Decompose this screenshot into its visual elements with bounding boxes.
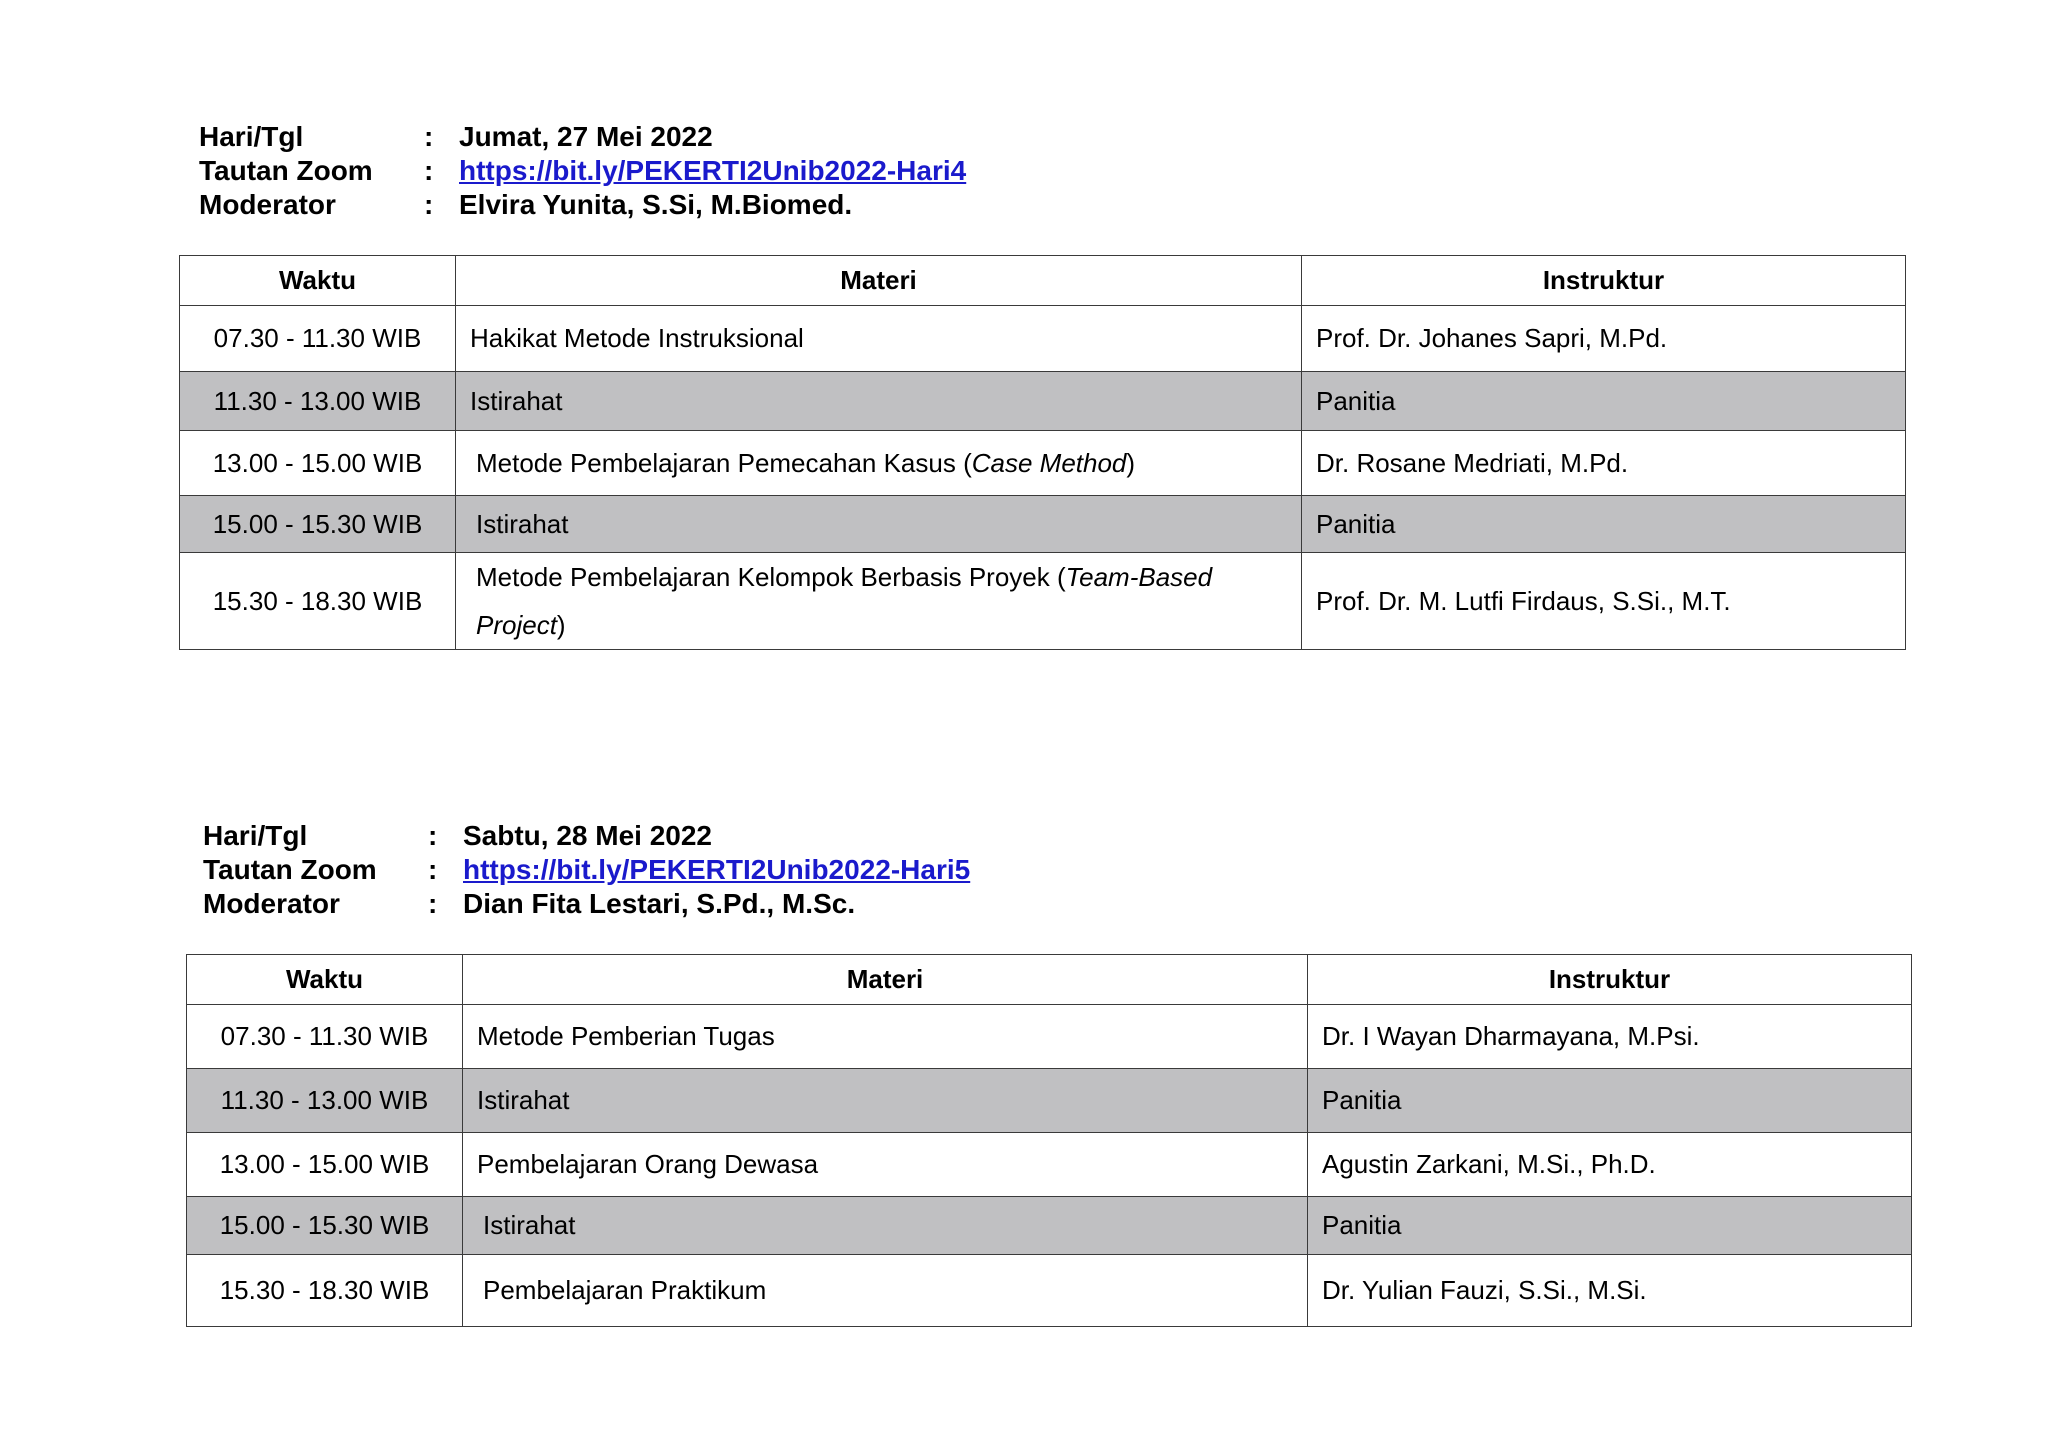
materi-tail: ): [556, 610, 566, 640]
time-cell: 11.30 - 13.00 WIB: [187, 1069, 463, 1133]
table-row: [187, 1069, 1912, 1133]
materi-italic: Team-Based Project: [476, 562, 1213, 640]
schedule-table: [186, 954, 1912, 1327]
instruktur-cell: Panitia: [1302, 496, 1906, 553]
day-row: [199, 120, 966, 154]
moderator-value: Dian Fita Lestari, S.Pd., M.Sc.: [463, 888, 856, 919]
header-materi: Materi: [463, 955, 1308, 1005]
time-cell: 15.30 - 18.30 WIB: [180, 553, 456, 650]
table-row: [187, 1005, 1912, 1069]
zoom-row: [199, 154, 966, 188]
colon: :: [424, 189, 434, 220]
table-row: [187, 1133, 1912, 1197]
time-cell: 07.30 - 11.30 WIB: [180, 306, 456, 372]
schedule-table: [179, 255, 1906, 650]
table-row: [180, 372, 1906, 431]
header-waktu: Waktu: [187, 955, 463, 1005]
materi-cell: Istirahat: [456, 372, 1302, 431]
moderator-row: [199, 188, 966, 222]
time-cell: 15.00 - 15.30 WIB: [180, 496, 456, 553]
time-cell: 15.30 - 18.30 WIB: [187, 1255, 463, 1327]
zoom-label: Tautan Zoom: [203, 854, 377, 885]
table-row: [180, 496, 1906, 553]
instruktur-cell: Dr. I Wayan Dharmayana, M.Psi.: [1308, 1005, 1912, 1069]
materi-cell: Istirahat: [463, 1069, 1308, 1133]
table-header-row: [187, 955, 1912, 1005]
day-value: Jumat, 27 Mei 2022: [459, 121, 713, 152]
time-cell: 15.00 - 15.30 WIB: [187, 1197, 463, 1255]
instruktur-cell: Prof. Dr. M. Lutfi Firdaus, S.Si., M.T.: [1302, 553, 1906, 650]
materi-text: Metode Pembelajaran Kelompok Berbasis Proyek (: [476, 562, 1066, 592]
day-1-meta: [199, 120, 966, 222]
time-cell: 13.00 - 15.00 WIB: [187, 1133, 463, 1197]
materi-cell: Istirahat: [463, 1197, 1308, 1255]
time-cell: 07.30 - 11.30 WIB: [187, 1005, 463, 1069]
instruktur-cell: Panitia: [1302, 372, 1906, 431]
zoom-row: [203, 853, 970, 887]
time-cell: 13.00 - 15.00 WIB: [180, 431, 456, 496]
table-row: [180, 553, 1906, 650]
header-materi: Materi: [456, 256, 1302, 306]
materi-cell: [456, 431, 1302, 496]
day-row: [203, 819, 970, 853]
zoom-link[interactable]: https://bit.ly/PEKERTI2Unib2022-Hari4: [459, 155, 967, 186]
instruktur-cell: Prof. Dr. Johanes Sapri, M.Pd.: [1302, 306, 1906, 372]
header-waktu: Waktu: [180, 256, 456, 306]
materi-cell: Metode Pemberian Tugas: [463, 1005, 1308, 1069]
moderator-label: Moderator: [203, 888, 340, 919]
colon: :: [428, 820, 438, 851]
moderator-label: Moderator: [199, 189, 336, 220]
colon: :: [428, 888, 438, 919]
colon: :: [424, 121, 434, 152]
instruktur-cell: Agustin Zarkani, M.Si., Ph.D.: [1308, 1133, 1912, 1197]
instruktur-cell: Dr. Rosane Medriati, M.Pd.: [1302, 431, 1906, 496]
table-row: [187, 1255, 1912, 1327]
table-row: [180, 431, 1906, 496]
table-row: [187, 1197, 1912, 1255]
day-label: Hari/Tgl: [199, 121, 304, 152]
instruktur-cell: Dr. Yulian Fauzi, S.Si., M.Si.: [1308, 1255, 1912, 1327]
day-2-meta: [203, 819, 970, 921]
materi-cell: Pembelajaran Praktikum: [463, 1255, 1308, 1327]
header-instruktur: Instruktur: [1308, 955, 1912, 1005]
table-header-row: [180, 256, 1906, 306]
table-row: [180, 306, 1906, 372]
materi-cell: Istirahat: [456, 496, 1302, 553]
materi-italic: Case Method: [971, 447, 1127, 478]
zoom-link[interactable]: https://bit.ly/PEKERTI2Unib2022-Hari5: [463, 854, 971, 885]
instruktur-cell: Panitia: [1308, 1069, 1912, 1133]
day-value: Sabtu, 28 Mei 2022: [463, 820, 713, 851]
colon: :: [428, 854, 438, 885]
moderator-row: [203, 887, 970, 921]
time-cell: 11.30 - 13.00 WIB: [180, 372, 456, 431]
materi-cell: [456, 553, 1302, 650]
zoom-label: Tautan Zoom: [199, 155, 373, 186]
materi-cell: Pembelajaran Orang Dewasa: [463, 1133, 1308, 1197]
materi-cell: Hakikat Metode Instruksional: [456, 306, 1302, 372]
moderator-value: Elvira Yunita, S.Si, M.Biomed.: [459, 189, 853, 220]
header-instruktur: Instruktur: [1302, 256, 1906, 306]
materi-text: Metode Pembelajaran Pemecahan Kasus (: [476, 447, 972, 478]
day-label: Hari/Tgl: [203, 820, 308, 851]
colon: :: [424, 155, 434, 186]
instruktur-cell: Panitia: [1308, 1197, 1912, 1255]
materi-tail: ): [1126, 447, 1136, 478]
